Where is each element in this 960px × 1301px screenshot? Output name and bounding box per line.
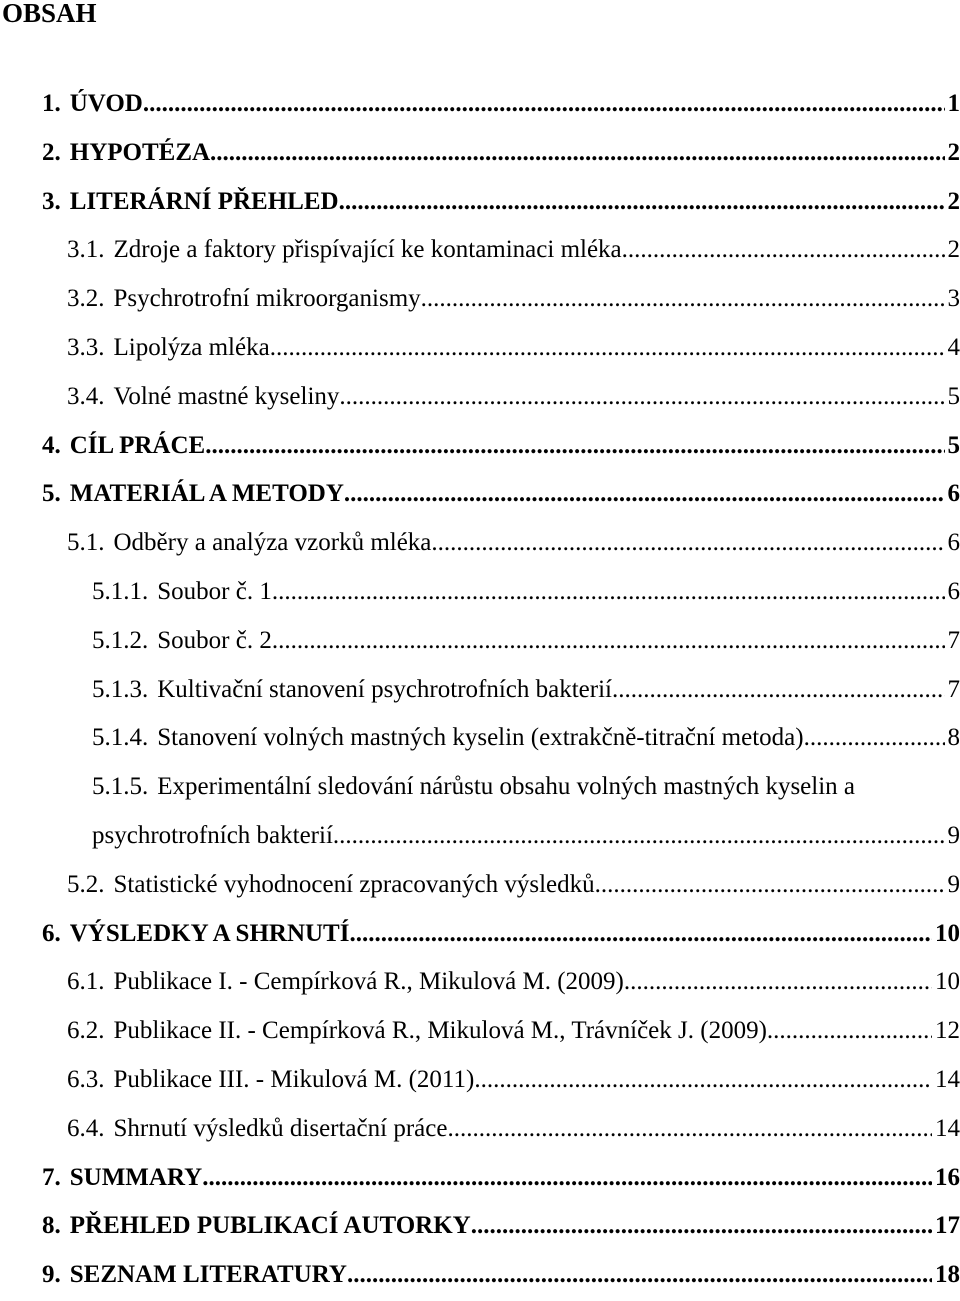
toc-entry-continuation[interactable] <box>0 813 960 862</box>
toc-entry[interactable] <box>0 227 960 276</box>
toc-entry-number: 6.2. <box>67 1016 105 1046</box>
toc-entry-title: PŘEHLED PUBLIKACÍ AUTORKY <box>70 1211 471 1241</box>
toc-entry-title: MATERIÁL A METODY <box>70 479 344 509</box>
toc-leader-dots <box>471 1211 932 1241</box>
toc-page-number: 5 <box>945 382 960 412</box>
toc-entry-title: HYPOTÉZA <box>70 138 210 168</box>
toc-entry-line <box>92 772 960 802</box>
toc-page-number: 10 <box>932 967 960 997</box>
toc-entry-line <box>92 577 960 607</box>
toc-page-number: 17 <box>932 1211 960 1241</box>
toc-leader-dots <box>347 1260 932 1290</box>
toc-page-number: 18 <box>932 1260 960 1290</box>
toc-entry-number: 9. <box>42 1260 61 1290</box>
toc-entry-title: Odběry a analýza vzorků mléka <box>114 528 432 558</box>
toc-leader-dots <box>767 1016 932 1046</box>
toc-page-number: 7 <box>945 675 960 705</box>
toc-entry-number: 3.4. <box>67 382 105 412</box>
toc-entry-line <box>67 1065 960 1095</box>
toc-entry-number: 7. <box>42 1163 61 1193</box>
toc-page-number: 2 <box>945 138 960 168</box>
toc-leader-dots <box>447 1114 932 1144</box>
toc-entry-line <box>67 870 960 900</box>
toc-entry[interactable] <box>0 1008 960 1057</box>
toc-entry-number: 8. <box>42 1211 61 1241</box>
toc-entry[interactable] <box>0 618 960 667</box>
toc-leader-dots <box>622 235 945 265</box>
toc-page-number: 4 <box>945 333 960 363</box>
toc-entry-line <box>67 333 960 363</box>
toc-entry-number: 5.2. <box>67 870 105 900</box>
toc-page-number: 2 <box>945 187 960 217</box>
toc-leader-dots <box>202 1163 932 1193</box>
toc-leader-dots <box>349 919 932 949</box>
toc-leader-dots <box>612 675 945 705</box>
toc-leader-dots <box>431 528 944 558</box>
toc-entry-title: Soubor č. 2 <box>157 626 272 656</box>
toc-entry-line <box>92 821 960 851</box>
toc-entry[interactable] <box>0 179 960 228</box>
toc-leader-dots <box>272 577 945 607</box>
toc-page-number: 9 <box>945 821 960 851</box>
toc-entry-number: 5.1.1. <box>92 577 148 607</box>
toc-entry-number: 4. <box>42 431 61 461</box>
toc-entry[interactable] <box>0 423 960 472</box>
toc-entry[interactable] <box>0 911 960 960</box>
toc-page-number: 2 <box>945 235 960 265</box>
toc-entry[interactable] <box>0 471 960 520</box>
toc-entry-line <box>42 431 960 461</box>
toc-page-number: 6 <box>945 528 960 558</box>
toc-entry-title: VÝSLEDKY A SHRNUTÍ <box>70 919 350 949</box>
toc-page-number: 14 <box>932 1065 960 1095</box>
toc-entry-number: 5.1.3. <box>92 675 148 705</box>
toc-entry-number: 5.1.5. <box>92 773 148 800</box>
toc-entry-line <box>42 1260 960 1290</box>
toc-entry-line <box>67 284 960 314</box>
toc-leader-dots <box>344 479 945 509</box>
toc-entry-title: Shrnutí výsledků disertační práce <box>114 1114 448 1144</box>
toc-page-number: 6 <box>945 577 960 607</box>
toc-entry-number: 2. <box>42 138 61 168</box>
toc-leader-dots <box>339 382 944 412</box>
toc-entry[interactable] <box>0 520 960 569</box>
toc-entry-title: Statistické vyhodnocení zpracovaných výsledků <box>114 870 595 900</box>
toc-entry-title: Experimentální sledování nárůstu obsahu volných mastných kyselin a <box>157 773 855 800</box>
toc-leader-dots <box>270 333 945 363</box>
toc-leader-dots <box>474 1065 932 1095</box>
toc-entry-line <box>67 382 960 412</box>
toc-entry-title: Publikace I. - Cempírková R., Mikulová M. (2009) <box>114 967 624 997</box>
toc-entry[interactable] <box>0 1057 960 1106</box>
toc-entry[interactable] <box>0 959 960 1008</box>
toc-leader-dots <box>210 138 944 168</box>
toc-entry-line <box>67 235 960 265</box>
toc-leader-dots <box>272 626 945 656</box>
toc-entry[interactable] <box>0 862 960 911</box>
toc-entry-title: Stanovení volných mastných kyselin (extrakčně-titrační metoda) <box>157 723 803 753</box>
toc-leader-dots <box>333 821 945 851</box>
toc-entry[interactable] <box>0 1203 960 1252</box>
toc-page-number: 1 <box>945 89 960 119</box>
toc-entry[interactable] <box>0 276 960 325</box>
toc-entry-number: 1. <box>42 89 61 119</box>
toc-entry-line <box>67 1114 960 1144</box>
toc-leader-dots <box>339 187 945 217</box>
toc-entry-line <box>42 919 960 949</box>
toc-entry-line <box>42 1211 960 1241</box>
toc-entry[interactable] <box>0 1155 960 1204</box>
toc-page-number: 9 <box>945 870 960 900</box>
toc-entry-title: SUMMARY <box>70 1163 202 1193</box>
toc-entry-title: Soubor č. 1 <box>157 577 272 607</box>
toc-leader-dots <box>595 870 945 900</box>
toc-page-number: 12 <box>932 1016 960 1046</box>
toc-entry-line <box>42 1163 960 1193</box>
toc-entry[interactable] <box>0 764 960 813</box>
toc-page-number: 7 <box>945 626 960 656</box>
toc-entry-title: CÍL PRÁCE <box>70 431 205 461</box>
toc-entry-line <box>67 528 960 558</box>
toc-entry[interactable] <box>0 667 960 716</box>
toc-leader-dots <box>421 284 945 314</box>
toc-entry-title: SEZNAM LITERATURY <box>70 1260 347 1290</box>
toc-entry-title: Publikace II. - Cempírková R., Mikulová M., Trávníček J. (2009) <box>114 1016 767 1046</box>
toc-leader-dots <box>205 431 944 461</box>
toc-page-number: 5 <box>945 431 960 461</box>
toc-entry-line <box>42 479 960 509</box>
toc-entry-line <box>67 1016 960 1046</box>
toc-page-number: 14 <box>932 1114 960 1144</box>
toc-leader-dots <box>624 967 932 997</box>
toc-entry[interactable] <box>0 715 960 764</box>
toc-leader-dots <box>143 89 945 119</box>
toc-page-number: 16 <box>932 1163 960 1193</box>
toc-entry[interactable] <box>0 374 960 423</box>
toc-page-number: 6 <box>945 479 960 509</box>
toc-entry[interactable] <box>0 130 960 179</box>
toc-entry-number: 5. <box>42 479 61 509</box>
toc-entry-line <box>67 967 960 997</box>
toc-entry-title-continued: psychrotrofních bakterií <box>92 821 333 851</box>
toc-leader-dots <box>804 723 945 753</box>
toc-entry-number: 3.3. <box>67 333 105 363</box>
toc-entry-title: Lipolýza mléka <box>114 333 270 363</box>
toc-entry-title: Kultivační stanovení psychrotrofních bakterií <box>157 675 612 705</box>
toc-entry-number: 3.2. <box>67 284 105 314</box>
toc-entry[interactable] <box>0 81 960 130</box>
toc-entry-title: LITERÁRNÍ PŘEHLED <box>70 187 339 217</box>
toc-entry-number: 6.1. <box>67 967 105 997</box>
toc-page-number: 8 <box>945 723 960 753</box>
toc-entry-number: 6. <box>42 919 61 949</box>
table-of-contents <box>0 81 960 1301</box>
toc-entry[interactable] <box>0 569 960 618</box>
page-title: OBSAH <box>2 0 97 30</box>
toc-entry-title: ÚVOD <box>70 89 143 119</box>
toc-entry-title: Volné mastné kyseliny <box>114 382 340 412</box>
toc-page-number: 10 <box>932 919 960 949</box>
toc-entry[interactable] <box>0 325 960 374</box>
toc-entry-number: 3. <box>42 187 61 217</box>
toc-entry-number: 5.1.4. <box>92 723 148 753</box>
toc-entry-line <box>92 723 960 753</box>
toc-entry-number: 6.3. <box>67 1065 105 1095</box>
toc-entry[interactable] <box>0 1106 960 1155</box>
toc-entry-title: Psychrotrofní mikroorganismy <box>114 284 421 314</box>
toc-entry-number: 6.4. <box>67 1114 105 1144</box>
toc-entry-line <box>42 89 960 119</box>
toc-entry-line <box>92 626 960 656</box>
toc-entry-number: 5.1. <box>67 528 105 558</box>
toc-entry-title: Zdroje a faktory přispívající ke kontaminaci mléka <box>114 235 622 265</box>
toc-entry[interactable] <box>0 1252 960 1301</box>
toc-entry-line <box>42 187 960 217</box>
toc-entry-number: 5.1.2. <box>92 626 148 656</box>
toc-entry-line <box>92 675 960 705</box>
toc-page-number: 3 <box>945 284 960 314</box>
toc-entry-line <box>42 138 960 168</box>
toc-entry-number: 3.1. <box>67 235 105 265</box>
toc-entry-title: Publikace III. - Mikulová M. (2011) <box>114 1065 475 1095</box>
